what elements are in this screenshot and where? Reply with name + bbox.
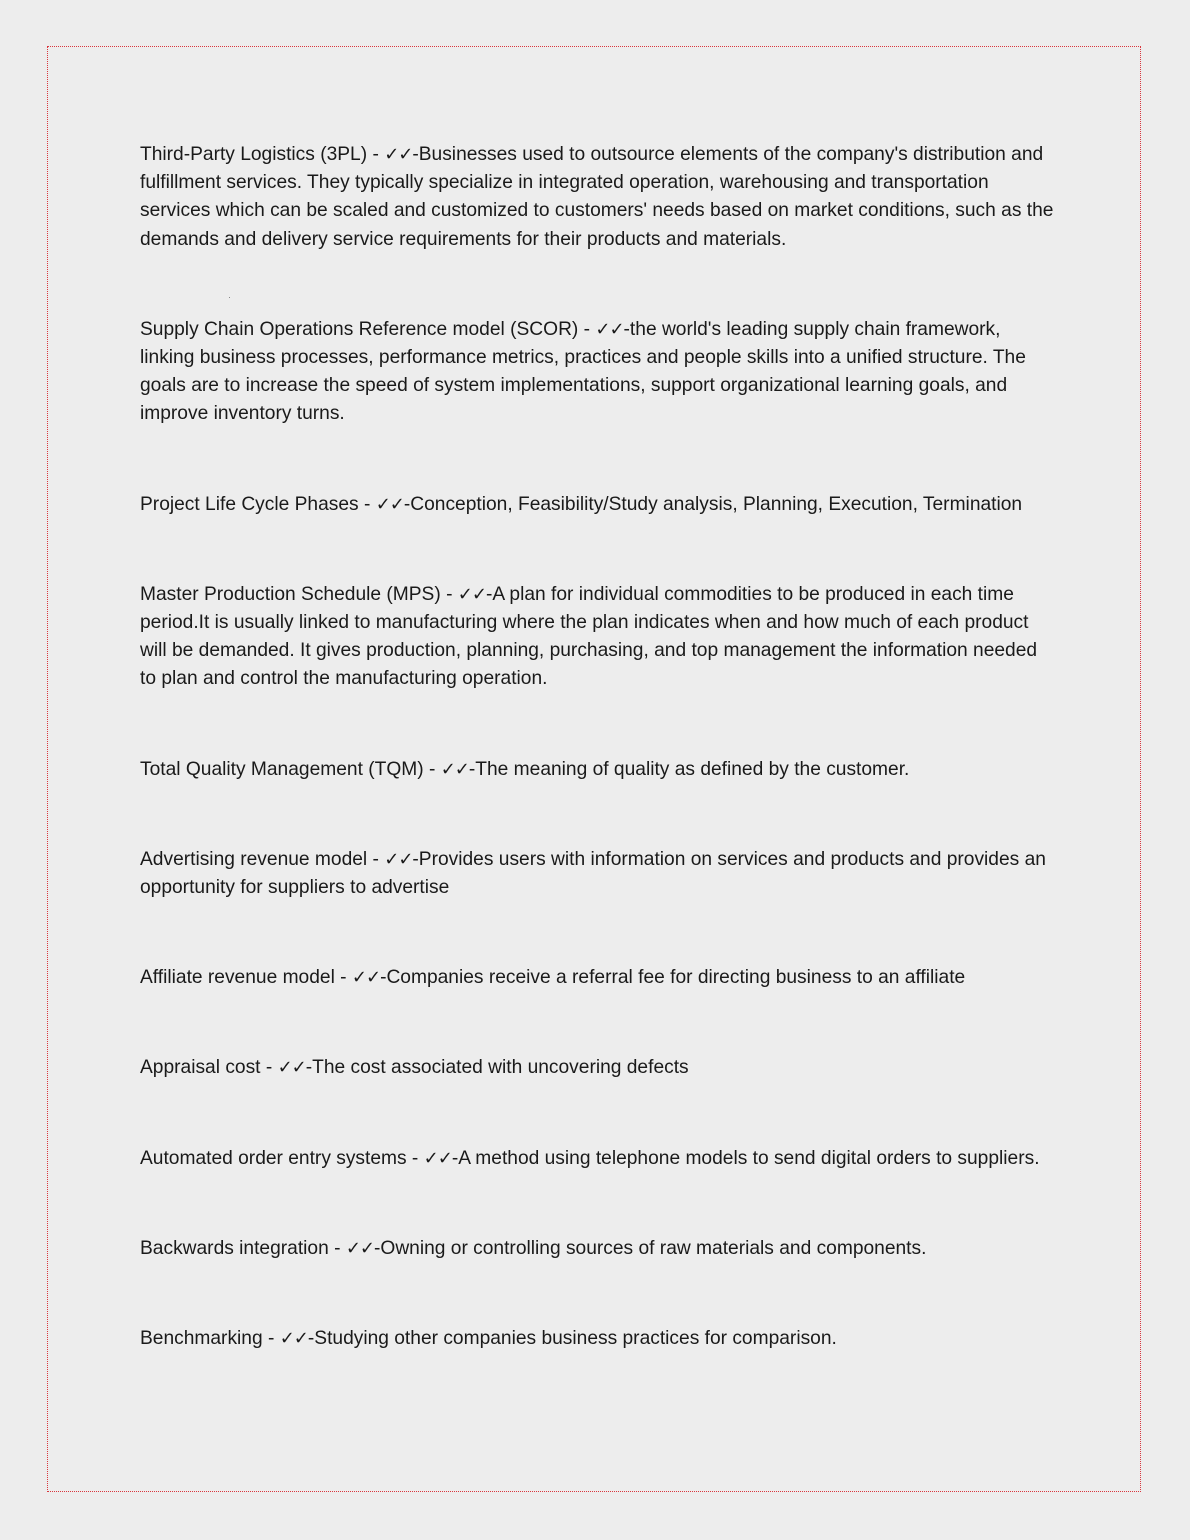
check-marks-icon: ✓✓ — [351, 967, 381, 989]
entry-term: Affiliate revenue model - — [140, 967, 352, 989]
entry-term: Master Production Schedule (MPS) - — [140, 583, 458, 605]
entry-definition: -Studying other companies business practices for comparison. — [307, 1328, 837, 1350]
entry-benchmarking — [140, 1325, 1055, 1353]
entry-backwards-integration — [140, 1235, 1055, 1263]
entry-term: Supply Chain Operations Reference model (SCOR) - — [140, 318, 596, 340]
entry-mps — [140, 581, 1055, 694]
check-marks-icon: ✓✓ — [384, 848, 413, 870]
entry-term: Automated order entry systems - — [140, 1147, 424, 1169]
document-body — [140, 141, 1055, 1353]
entry-definition: -A method using telephone models to send digital orders to suppliers. — [451, 1147, 1040, 1169]
entry-term: Backwards integration - — [140, 1237, 346, 1259]
entry-term: Project Life Cycle Phases - — [140, 493, 376, 515]
entry-scor — [140, 316, 1055, 429]
entry-term: Benchmarking - — [140, 1328, 280, 1350]
entry-term: Advertising revenue model - — [140, 848, 385, 870]
check-marks-icon: ✓✓ — [345, 1237, 374, 1259]
check-marks-icon: ✓✓ — [277, 1057, 306, 1079]
entry-term: Third-Party Logistics (3PL) - — [140, 144, 385, 165]
entry-definition: -Owning or controlling sources of raw materials and components. — [374, 1237, 927, 1259]
entry-definition: -Provides users with information on services and products and provides an opportunity for suppliers to advertise — [140, 848, 1046, 899]
check-marks-icon: ✓✓ — [595, 318, 624, 340]
entry-project-life-cycle — [140, 491, 1055, 519]
entry-advertising-revenue — [140, 846, 1055, 902]
check-marks-icon: ✓✓ — [457, 583, 486, 605]
entry-automated-order-entry — [140, 1145, 1055, 1173]
entry-definition: -The cost associated with uncovering defects — [305, 1057, 689, 1079]
entry-definition: -Businesses used to outsource elements of the company's distribution and fulfillment services. They typically specialize in integrated operation, warehousing and transportation services which can be scaled and customized to customers' needs based on market conditions, such as the demands and delivery service requirements for their products and materials. — [140, 144, 1054, 250]
entry-definition: -The meaning of quality as defined by the customer. — [468, 758, 910, 780]
check-marks-icon: ✓✓ — [384, 144, 413, 165]
check-marks-icon: ✓✓ — [440, 758, 469, 780]
entry-term: Appraisal cost - — [140, 1057, 278, 1079]
check-marks-icon: ✓✓ — [279, 1328, 308, 1350]
entry-affiliate-revenue — [140, 964, 1055, 992]
entry-definition: -the world's leading supply chain framework, linking business processes, performance metrics, practices and people skills into a unified structure. The goals are to increase the speed of system implementations, support organizational learning goals, and improve inventory turns. — [140, 318, 1026, 425]
entry-definition: -Companies receive a referral fee for directing business to an affiliate — [380, 967, 966, 989]
entry-term: Total Quality Management (TQM) - — [140, 758, 441, 780]
check-marks-icon: ✓✓ — [423, 1147, 452, 1169]
entry-definition: -Conception, Feasibility/Study analysis, Planning, Execution, Termination — [403, 493, 1023, 515]
entry-definition: -A plan for individual commodities to be produced in each time period.It is usually linked to manufacturing where the plan indicates when and how much of each product will be demanded. It gives production, planning, purchasing, and top management the information needed to plan and control the manufacturing operation. — [140, 583, 1038, 690]
entry-appraisal-cost — [140, 1054, 1055, 1082]
entry-3pl — [140, 141, 1055, 254]
entry-tqm — [140, 756, 1055, 784]
check-marks-icon: ✓✓ — [375, 493, 404, 515]
